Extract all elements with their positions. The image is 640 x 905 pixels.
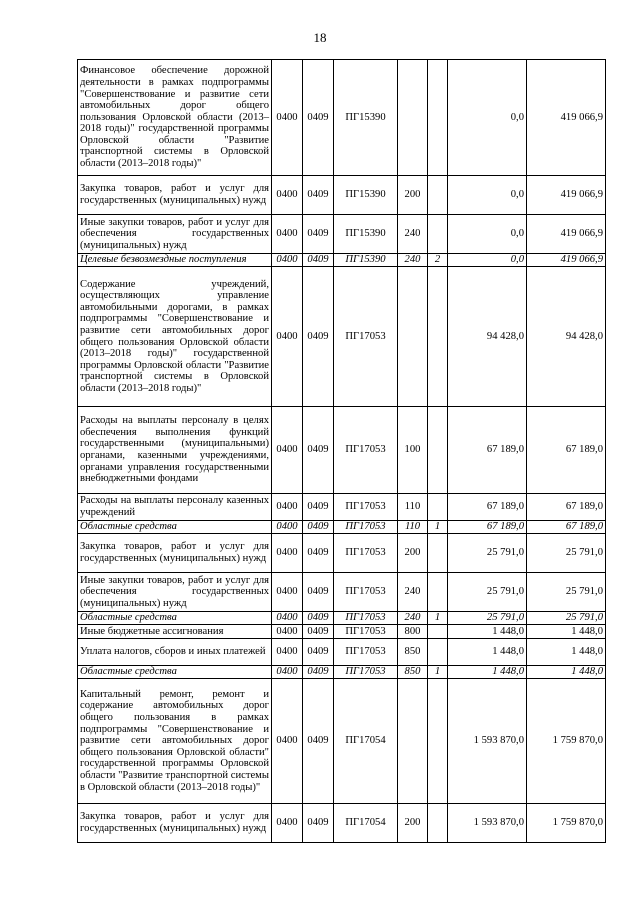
cell-subsection-code: 0409 [303, 573, 334, 612]
cell-expense-type: 240 [398, 215, 428, 254]
table-row [78, 407, 606, 494]
cell-amount-1: 1 593 870,0 [448, 679, 527, 804]
table-row [78, 215, 606, 254]
cell-section-code: 0400 [272, 254, 303, 267]
cell-amount-1: 0,0 [448, 215, 527, 254]
table-row [78, 521, 606, 534]
cell-subsection-code: 0409 [303, 666, 334, 679]
table-row [78, 60, 606, 176]
cell-target-article: ПГ17053 [334, 639, 398, 666]
cell-amount-1: 25 791,0 [448, 573, 527, 612]
cell-target-article: ПГ17054 [334, 679, 398, 804]
cell-funding-source [428, 176, 448, 215]
cell-name: Закупка товаров, работ и услуг для государственных (муниципальных) нужд [78, 176, 272, 215]
cell-name: Иные закупки товаров, работ и услуг для обеспечения государственных (муниципальных) нужд [78, 215, 272, 254]
cell-funding-source [428, 267, 448, 407]
cell-funding-source [428, 534, 448, 573]
cell-amount-2: 1 759 870,0 [527, 679, 606, 804]
cell-target-article: ПГ17053 [334, 534, 398, 573]
cell-expense-type: 110 [398, 521, 428, 534]
cell-subsection-code: 0409 [303, 521, 334, 534]
cell-name: Финансовое обеспечение дорожной деятельности в рамках подпрограммы "Совершенствование и развитие сети автомобильных дорог общего пользования Орловской области (2013–2018 годы)" государственной программы Орловской области "Развитие транспортной системы в Орловской области (2013–2018 годы)" [78, 60, 272, 176]
table-row [78, 573, 606, 612]
cell-amount-2: 67 189,0 [527, 407, 606, 494]
budget-table [77, 59, 606, 843]
cell-name: Целевые безвозмездные поступления [78, 254, 272, 267]
cell-funding-source [428, 494, 448, 521]
cell-expense-type: 800 [398, 625, 428, 639]
page-number: 18 [313, 30, 327, 45]
cell-section-code: 0400 [272, 625, 303, 639]
cell-amount-1: 67 189,0 [448, 494, 527, 521]
cell-expense-type: 200 [398, 534, 428, 573]
cell-funding-source [428, 679, 448, 804]
cell-amount-2: 419 066,9 [527, 60, 606, 176]
cell-amount-2: 94 428,0 [527, 267, 606, 407]
cell-amount-2: 1 759 870,0 [527, 804, 606, 843]
cell-funding-source [428, 804, 448, 843]
cell-section-code: 0400 [272, 407, 303, 494]
table-row [78, 267, 606, 407]
cell-amount-1: 1 593 870,0 [448, 804, 527, 843]
cell-amount-2: 25 791,0 [527, 573, 606, 612]
cell-section-code: 0400 [272, 215, 303, 254]
cell-subsection-code: 0409 [303, 215, 334, 254]
cell-amount-1: 1 448,0 [448, 666, 527, 679]
cell-name: Расходы на выплаты персоналу в целях обеспечения выполнения функций государственными (муниципальными) органами, казенными учреждениями, органами управления государственными внебюджетными фондами [78, 407, 272, 494]
cell-subsection-code: 0409 [303, 267, 334, 407]
cell-amount-2: 1 448,0 [527, 639, 606, 666]
cell-amount-2: 1 448,0 [527, 625, 606, 639]
cell-funding-source: 1 [428, 521, 448, 534]
cell-funding-source: 1 [428, 612, 448, 625]
cell-target-article: ПГ17053 [334, 407, 398, 494]
cell-amount-2: 1 448,0 [527, 666, 606, 679]
cell-target-article: ПГ17053 [334, 494, 398, 521]
cell-target-article: ПГ17054 [334, 804, 398, 843]
cell-amount-2: 419 066,9 [527, 254, 606, 267]
cell-section-code: 0400 [272, 176, 303, 215]
cell-amount-2: 419 066,9 [527, 215, 606, 254]
cell-name: Уплата налогов, сборов и иных платежей [78, 639, 272, 666]
cell-name: Областные средства [78, 521, 272, 534]
cell-name: Капитальный ремонт, ремонт и содержание автомобильных дорог общего пользования в рамках подпрограммы "Совершенствование и развитие сети автомобильных дорог общего пользования Орловской области" государственной программы Орловской области "Развитие транспортной системы в Орловской области (2013–2018 годы)" [78, 679, 272, 804]
cell-expense-type: 850 [398, 639, 428, 666]
cell-amount-1: 0,0 [448, 176, 527, 215]
cell-funding-source [428, 625, 448, 639]
table-row [78, 625, 606, 639]
cell-target-article: ПГ17053 [334, 573, 398, 612]
cell-amount-1: 1 448,0 [448, 639, 527, 666]
cell-section-code: 0400 [272, 267, 303, 407]
cell-section-code: 0400 [272, 60, 303, 176]
cell-target-article: ПГ17053 [334, 625, 398, 639]
table-row [78, 666, 606, 679]
cell-amount-1: 0,0 [448, 60, 527, 176]
cell-expense-type: 200 [398, 176, 428, 215]
table-row [78, 254, 606, 267]
table-row [78, 804, 606, 843]
cell-section-code: 0400 [272, 534, 303, 573]
cell-amount-2: 419 066,9 [527, 176, 606, 215]
cell-name: Расходы на выплаты персоналу казенных учреждений [78, 494, 272, 521]
cell-funding-source [428, 60, 448, 176]
table-row [78, 176, 606, 215]
cell-subsection-code: 0409 [303, 407, 334, 494]
cell-funding-source: 1 [428, 666, 448, 679]
cell-section-code: 0400 [272, 639, 303, 666]
cell-expense-type [398, 267, 428, 407]
table-row [78, 612, 606, 625]
cell-amount-1: 0,0 [448, 254, 527, 267]
cell-amount-2: 67 189,0 [527, 521, 606, 534]
cell-funding-source [428, 639, 448, 666]
cell-subsection-code: 0409 [303, 679, 334, 804]
cell-funding-source [428, 407, 448, 494]
cell-expense-type [398, 60, 428, 176]
cell-name: Иные бюджетные ассигнования [78, 625, 272, 639]
cell-funding-source [428, 573, 448, 612]
cell-expense-type: 850 [398, 666, 428, 679]
cell-amount-1: 25 791,0 [448, 534, 527, 573]
cell-target-article: ПГ15390 [334, 215, 398, 254]
cell-amount-1: 1 448,0 [448, 625, 527, 639]
cell-target-article: ПГ17053 [334, 612, 398, 625]
cell-amount-1: 25 791,0 [448, 612, 527, 625]
cell-target-article: ПГ15390 [334, 254, 398, 267]
cell-target-article: ПГ17053 [334, 521, 398, 534]
cell-subsection-code: 0409 [303, 534, 334, 573]
cell-amount-1: 67 189,0 [448, 407, 527, 494]
cell-name: Содержание учреждений, осуществляющих управление автомобильными дорогами, в рамках подпрограммы "Совершенствование и развитие сети автомобильных дорог общего пользования Орловской области (2013–2018 годы)" государственной программы Орловской области "Развитие транспортной системы в Орловской области (2013–2018 годы)" [78, 267, 272, 407]
cell-section-code: 0400 [272, 573, 303, 612]
cell-subsection-code: 0409 [303, 176, 334, 215]
cell-target-article: ПГ17053 [334, 666, 398, 679]
cell-section-code: 0400 [272, 521, 303, 534]
cell-subsection-code: 0409 [303, 60, 334, 176]
cell-expense-type: 240 [398, 573, 428, 612]
cell-amount-2: 25 791,0 [527, 612, 606, 625]
cell-name: Иные закупки товаров, работ и услуг для обеспечения государственных (муниципальных) нужд [78, 573, 272, 612]
cell-funding-source [428, 215, 448, 254]
cell-section-code: 0400 [272, 494, 303, 521]
table-row [78, 494, 606, 521]
cell-subsection-code: 0409 [303, 612, 334, 625]
cell-funding-source: 2 [428, 254, 448, 267]
cell-target-article: ПГ15390 [334, 60, 398, 176]
cell-amount-2: 25 791,0 [527, 534, 606, 573]
cell-amount-1: 94 428,0 [448, 267, 527, 407]
cell-subsection-code: 0409 [303, 625, 334, 639]
cell-section-code: 0400 [272, 666, 303, 679]
cell-expense-type: 200 [398, 804, 428, 843]
cell-target-article: ПГ17053 [334, 267, 398, 407]
cell-name: Закупка товаров, работ и услуг для государственных (муниципальных) нужд [78, 534, 272, 573]
cell-expense-type: 110 [398, 494, 428, 521]
cell-section-code: 0400 [272, 804, 303, 843]
cell-expense-type: 240 [398, 612, 428, 625]
cell-amount-1: 67 189,0 [448, 521, 527, 534]
cell-name: Закупка товаров, работ и услуг для государственных (муниципальных) нужд [78, 804, 272, 843]
cell-name: Областные средства [78, 612, 272, 625]
cell-expense-type [398, 679, 428, 804]
cell-subsection-code: 0409 [303, 494, 334, 521]
cell-subsection-code: 0409 [303, 254, 334, 267]
table-row [78, 534, 606, 573]
cell-subsection-code: 0409 [303, 804, 334, 843]
cell-subsection-code: 0409 [303, 639, 334, 666]
table-body [78, 60, 606, 843]
cell-name: Областные средства [78, 666, 272, 679]
cell-expense-type: 100 [398, 407, 428, 494]
table-row [78, 639, 606, 666]
cell-target-article: ПГ15390 [334, 176, 398, 215]
cell-amount-2: 67 189,0 [527, 494, 606, 521]
cell-section-code: 0400 [272, 679, 303, 804]
table-row [78, 679, 606, 804]
cell-expense-type: 240 [398, 254, 428, 267]
cell-section-code: 0400 [272, 612, 303, 625]
